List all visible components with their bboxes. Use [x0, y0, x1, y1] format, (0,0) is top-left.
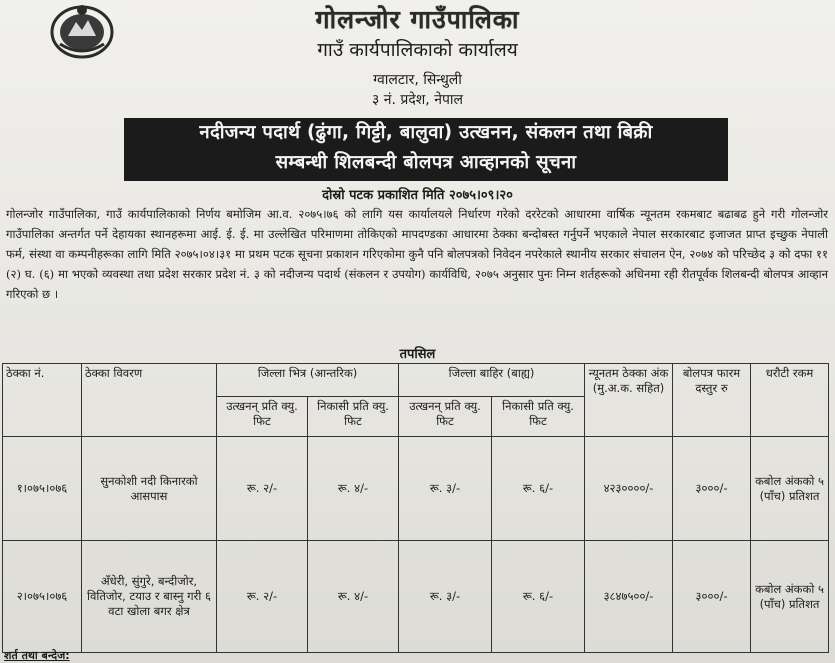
- cell-description: अँधेरी, सुंगुरे, बन्दीजोर, वितिजोर, टयाउ र बास्नु गरी ६ वटा खोला बगर क्षेत्र: [82, 541, 217, 653]
- header-outside-district: जिल्ला बाहिर (बाह्य): [399, 364, 585, 397]
- cell-description: सुनकोशी नदी किनारको आसपास: [82, 437, 217, 541]
- cell-form-fee: ३०००/-: [673, 541, 751, 653]
- contract-table: [2, 363, 829, 653]
- banner-line-1: नदीजन्य पदार्थ (ढुंगा, गिट्टी, बालुवा) उत्खनन, संकलन तथा बिक्री: [199, 122, 653, 143]
- terms-heading: शर्त तथा बन्देज:: [4, 649, 70, 662]
- header-inside-export: निकासी प्रति क्यु. फिट: [308, 397, 399, 437]
- header-description: ठेक्का विवरण: [82, 364, 217, 437]
- cell-inside-extraction: रू. २/-: [217, 541, 308, 653]
- notice-banner: [124, 118, 728, 181]
- address-line-1: ग्वालटार, सिन्धुली: [373, 72, 462, 88]
- table-row: [3, 541, 829, 653]
- municipality-name: गोलन्जोर गाउँपालिका: [315, 5, 520, 34]
- cell-outside-extraction: रू. ३/-: [399, 437, 492, 541]
- publication-date: दोस्रो पटक प्रकाशित मिति २०७५।०९।२०: [322, 188, 513, 203]
- header-deposit: धरौटी रकम: [751, 364, 829, 437]
- table-row: [3, 437, 829, 541]
- notice-body-text: गोलन्जोर गाउँपालिका, गाउँ कार्यपालिकाको निर्णय बमोजिम आ.व. २०७५।७६ को लागि यस कार्यालयले निर्धारण गरेको दररेटको आधारमा वार्षिक न्यूनतम रकमबाट बढाबढ हुने गरी गोलन्जोर गाउँपालिका अन्तर्गत पर्ने देहायका स्थानहरूमा आई. ई. ई. मा उल्लेखित परिमाणमा तोकिएको मापदण्डका आधारमा ठेक्का बन्दोबस्त गर्नुपर्ने भएकाले नेपाल सरकारबाट इजाजत प्राप्त इच्छुक नेपाली फर्म, संस्था वा कम्पनीहरूका लागि मिति २०७५।०४।३१ मा प्रथम पटक सूचना प्रकाशन गरिएकोमा कुनै पनि बोलपत्रको निवेदन नपरेकाले स्थानीय सरकार संचालन ऐन, २०७४ को परिच्छेद ३ को दफा ११ (२) घ. (६) मा भएको व्यवस्था तथा प्रदेश सरकार प्रदेश नं. ३ को नदीजन्य पदार्थ (संकलन र उपयोग) कार्यविधि, २०७५ अनुसार पुनः निम्न शर्तहरूको अधिनमा रही रीतपूर्वक शिलबन्दी बोलपत्र आव्हान गरिएको छ ।: [6, 207, 828, 301]
- header-outside-extraction: उत्खनन् प्रति क्यु. फिट: [399, 397, 492, 437]
- header-inside-extraction: उत्खनन् प्रति क्यु. फिट: [217, 397, 308, 437]
- cell-inside-export: रू. ४/-: [308, 437, 399, 541]
- header-form-fee: बोलपत्र फारम दस्तुर रु: [673, 364, 751, 437]
- cell-deposit: कबोल अंकको ५ (पाँच) प्रतिशत: [751, 541, 829, 653]
- cell-inside-export: रू. ४/-: [308, 541, 399, 653]
- cell-contract-no: १।०७५।०७६: [3, 437, 82, 541]
- cell-min-amount: ४२३००००/-: [585, 437, 673, 541]
- cell-outside-extraction: रू. ३/-: [399, 541, 492, 653]
- header-min-amount: न्यूनतम ठेक्का अंक (मु.अ.क. सहित): [585, 364, 673, 437]
- header-contract-no: ठेक्का नं.: [3, 364, 82, 437]
- cell-inside-extraction: रू. २/-: [217, 437, 308, 541]
- cell-min-amount: ३८४७५००/-: [585, 541, 673, 653]
- cell-contract-no: २।०७५।०७६: [3, 541, 82, 653]
- header-outside-export: निकासी प्रति क्यु. फिट: [492, 397, 585, 437]
- address-line-2: ३ नं. प्रदेश, नेपाल: [371, 92, 464, 108]
- header-inside-district: जिल्ला भित्र (आन्तरिक): [217, 364, 399, 397]
- cell-form-fee: ३०००/-: [673, 437, 751, 541]
- cell-outside-export: रू. ६/-: [492, 541, 585, 653]
- table-title: तपसिल: [399, 347, 436, 362]
- banner-line-2: सम्बन्धी शिलबन्दी बोलपत्र आव्हानको सूचना: [275, 152, 577, 173]
- cell-outside-export: रू. ६/-: [492, 437, 585, 541]
- office-name: गाउँ कार्यपालिकाको कार्यालय: [317, 39, 518, 61]
- cell-deposit: कबोल अंकको ५ (पाँच) प्रतिशत: [751, 437, 829, 541]
